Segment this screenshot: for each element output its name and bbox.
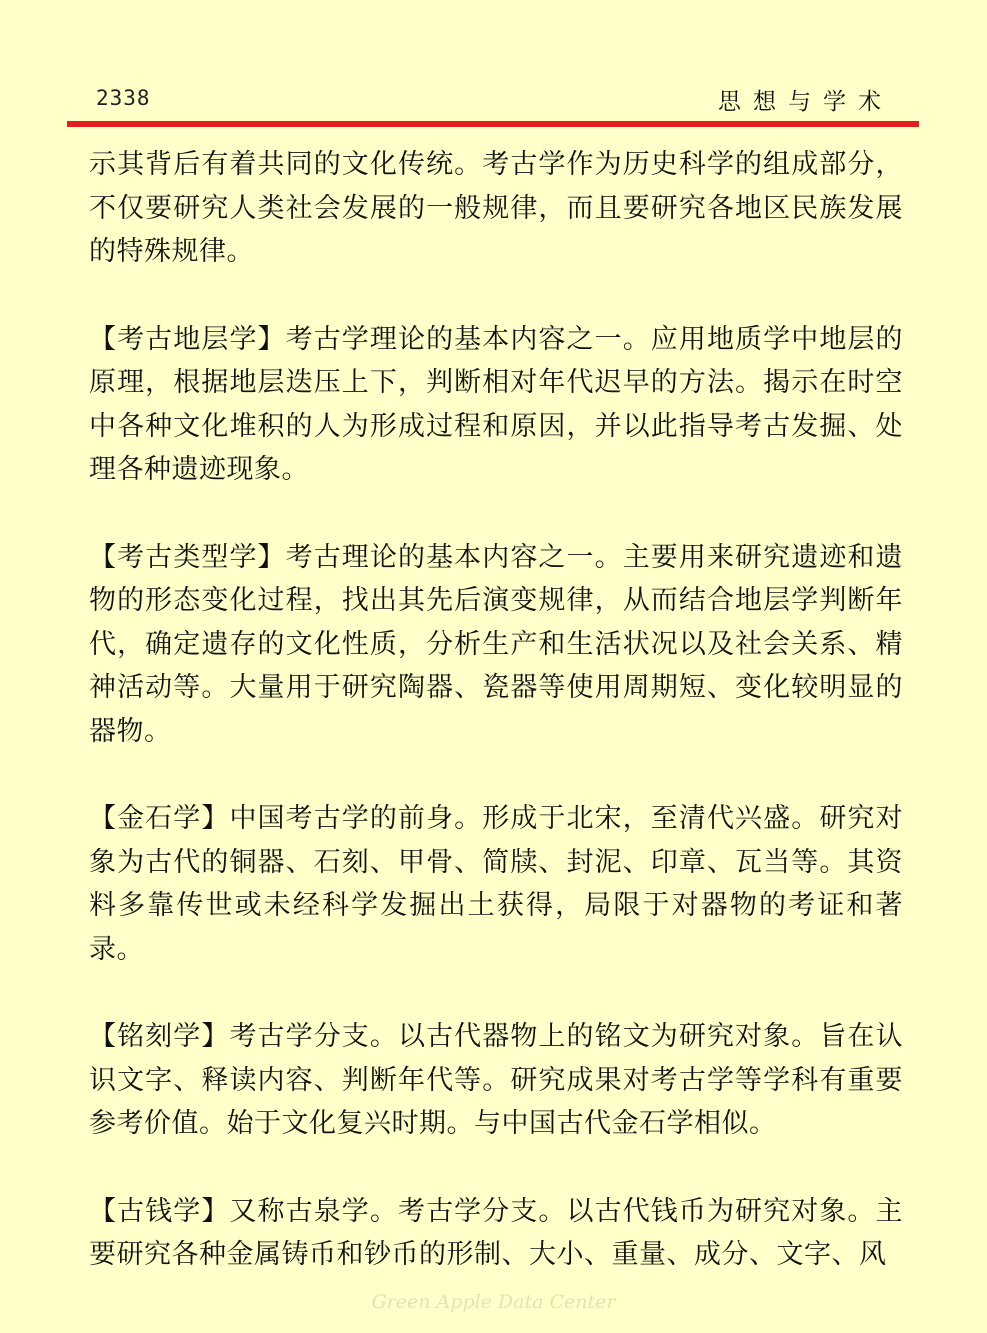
entry-text: 考古学理论的基本内容之一。应用地质学中地层的原理，根据地层迭压上下，判断相对年代迟早的方法。揭示在时空中各种文化堆积的人为形成过程和原因，并以此指导考古发掘、处理各种遗迹现象。 — [89, 323, 903, 485]
entry-epigraphy-jinshi — [89, 797, 903, 971]
page-number: 2338 — [96, 86, 151, 110]
entry-term: 【金石学】 — [89, 803, 230, 834]
entry-term: 【考古类型学】 — [89, 541, 286, 573]
entry-inscriptions — [89, 1015, 903, 1146]
entry-text: 中国考古学的前身。形成于北宋，至清代兴盛。研究对象为古代的铜器、石刻、甲骨、简牍、封泥、印章、瓦当等。其资料多靠传世或未经科学发掘出土获得，局限于对器物的考证和著录。 — [89, 803, 904, 965]
entry-term: 【古钱学】 — [89, 1195, 230, 1227]
section-title: 思想与学术 — [718, 89, 893, 115]
entry-term: 【铭刻学】 — [89, 1021, 230, 1052]
entry-term: 【考古地层学】 — [89, 323, 286, 355]
entry-text: 考古学分支。以古代器物上的铭文为研究对象。旨在认识文字、释读内容、判断年代等。研究成果对考古学等学科有重要参考价值。始于文化复兴时期。与中国古代金石学相似。 — [89, 1021, 904, 1139]
entry-stratigraphy — [89, 318, 903, 492]
entry-text: 考古理论的基本内容之一。主要用来研究遗迹和遗物的形态变化过程，找出其先后演变规律，从而结合地层学判断年代，确定遗存的文化性质，分析生产和生活状况以及社会关系、精神活动等。大量用于研究陶器、瓷器等使用周期短、变化较明显的器物。 — [89, 541, 903, 747]
entry-numismatics — [89, 1190, 903, 1277]
document-body — [89, 143, 903, 1321]
entry-text: 示其背后有着共同的文化传统。考古学作为历史科学的组成部分，不仅要研究人类社会发展的一般规律，而且要研究各地区民族发展的特殊规律。 — [89, 149, 903, 267]
paragraph-continuation — [89, 143, 903, 274]
header-rule — [67, 121, 919, 127]
watermark: Green Apple Data Center — [371, 1291, 616, 1313]
entry-typology — [89, 536, 903, 754]
entry-text: 又称古泉学。考古学分支。以古代钱币为研究对象。主要研究各种金属铸币和钞币的形制、大小、重量、成分、文字、风 — [89, 1195, 904, 1270]
